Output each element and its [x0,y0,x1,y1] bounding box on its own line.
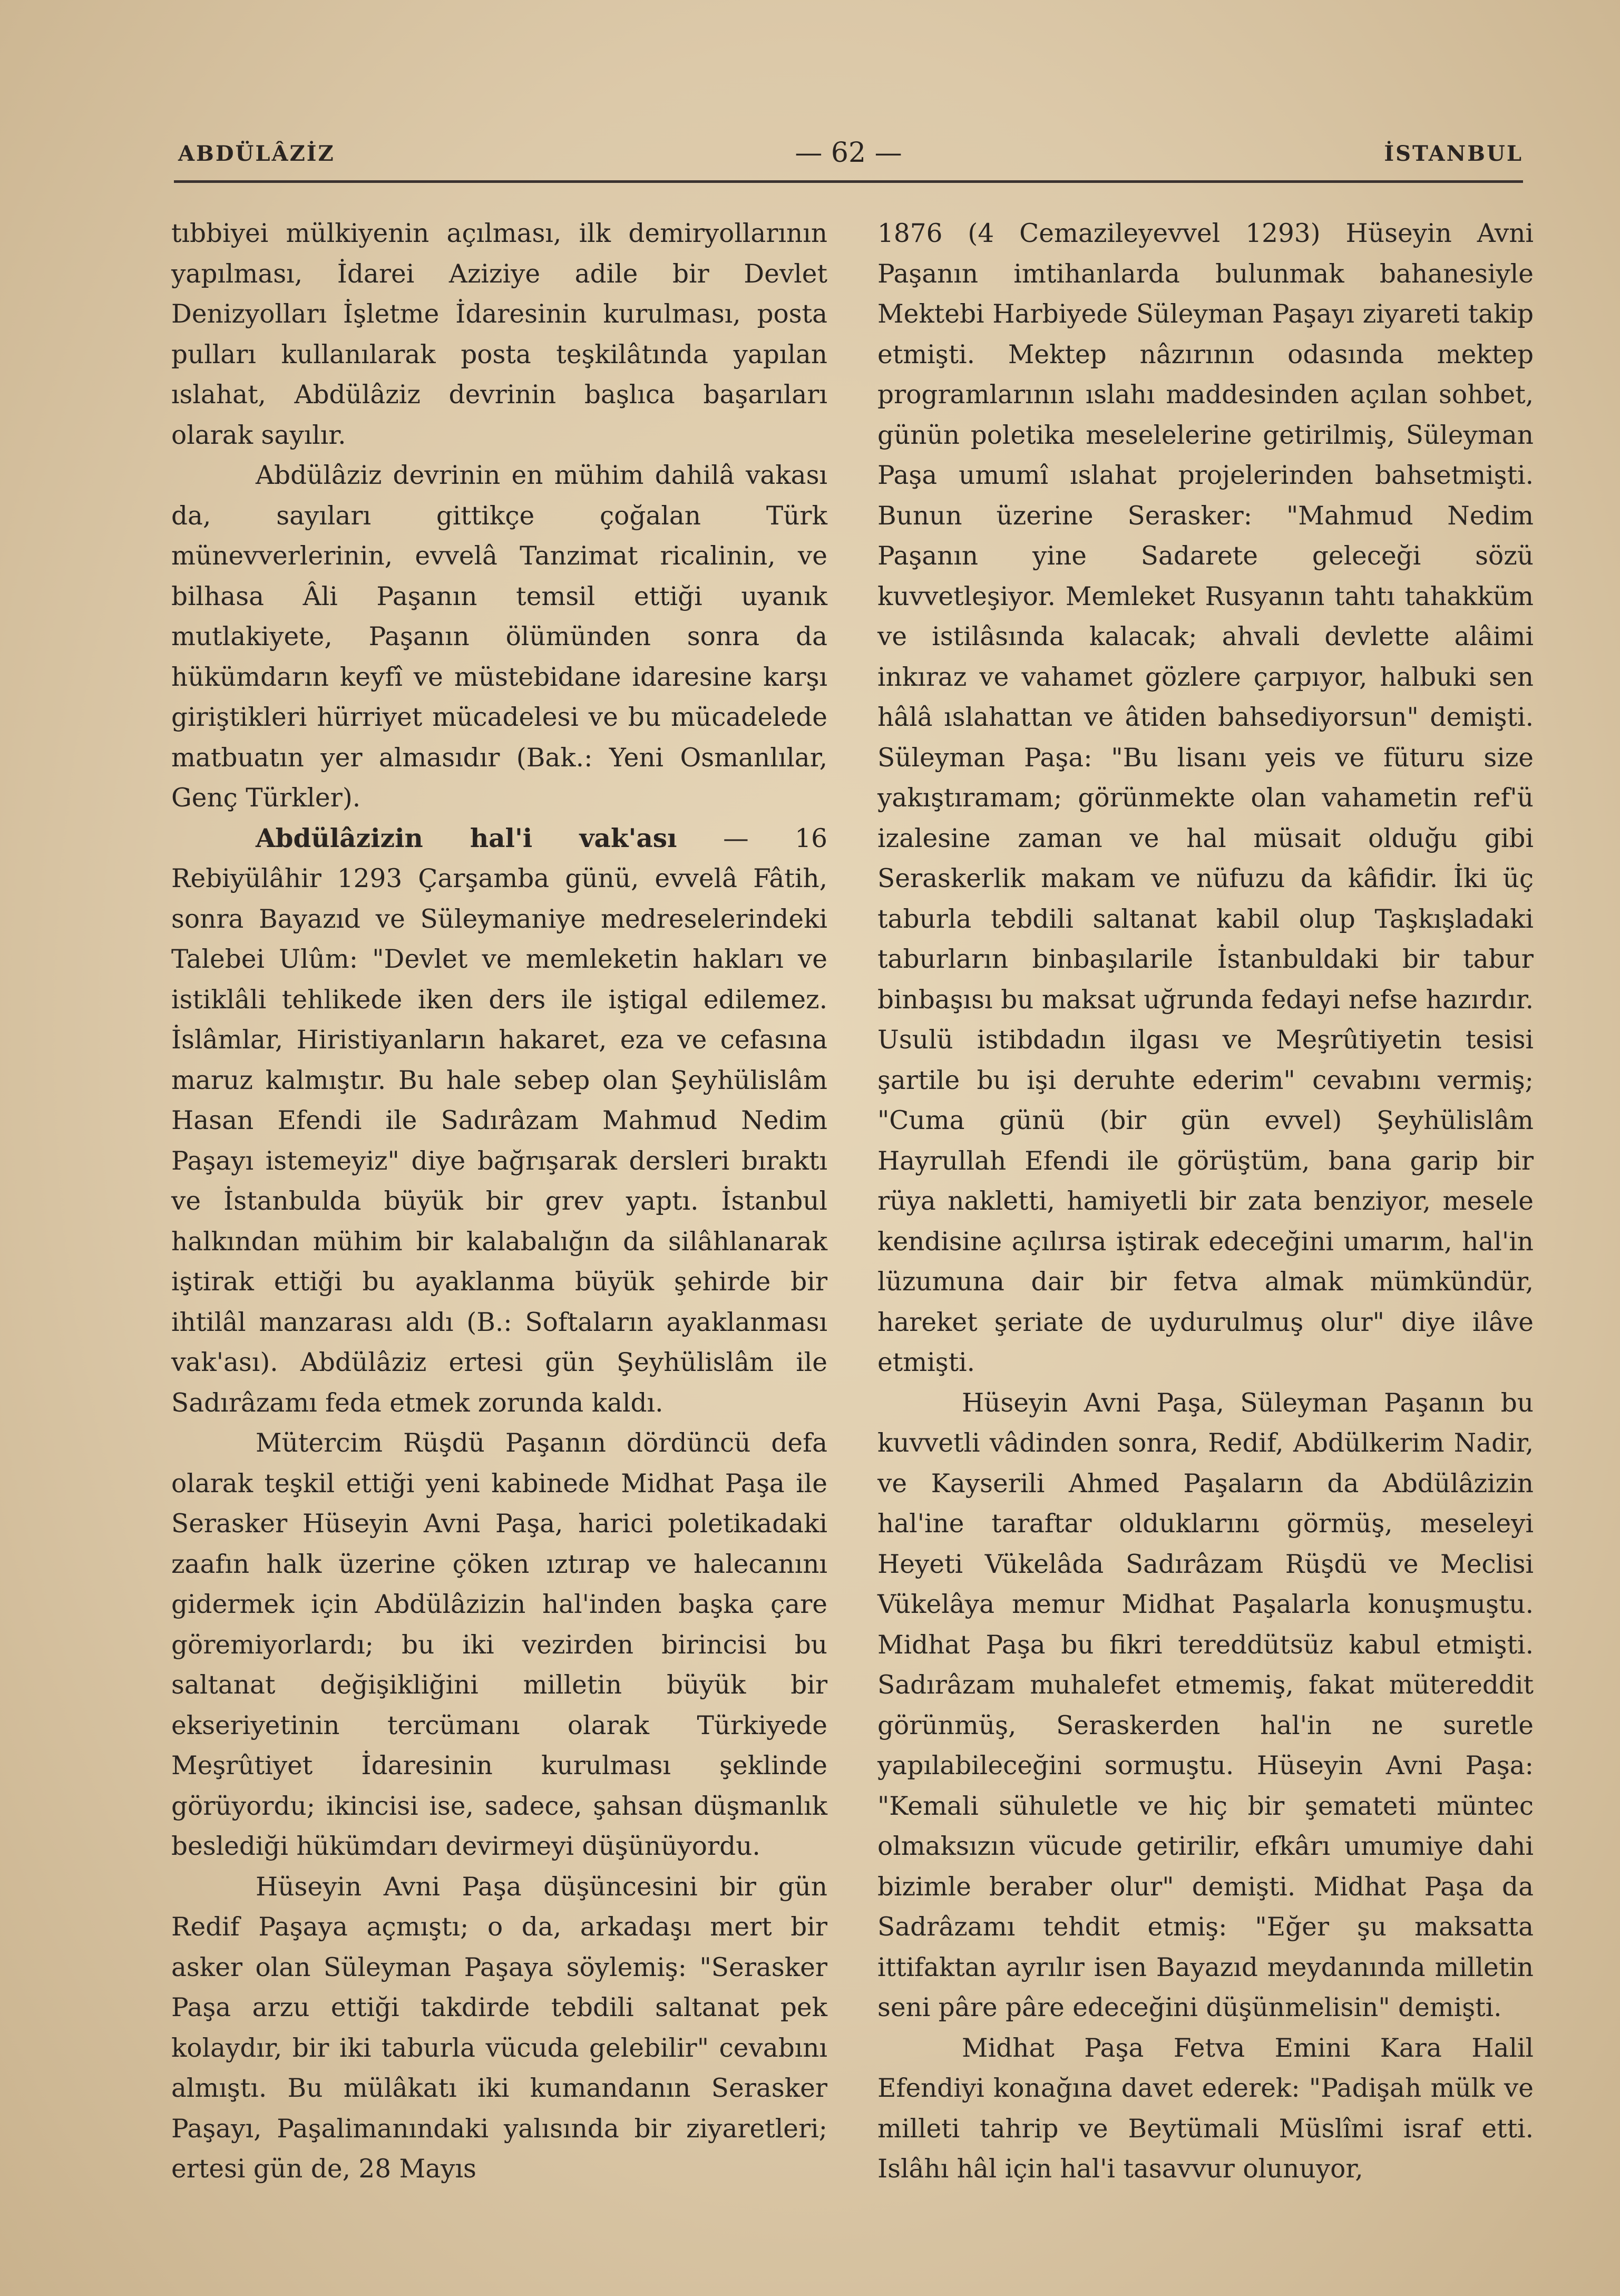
paragraph: tıbbiyei mülkiyenin açılması, ilk demiryollarının yapılması, İdarei Aziziye adile bir Devlet Denizyolları İşletme İdaresinin kurulması, posta pulları kullanılarak posta teşkilâtında yapılan ıslahat, Abdülâziz devrinin başlıca başarıları olarak sayılır. [171,219,827,450]
running-header [174,132,1523,184]
right-column [877,213,1534,2190]
header-title-right: İSTANBUL [1384,141,1523,166]
paragraph: Hüseyin Avni Paşa, Süleyman Paşanın bu kuvvetli vâdinden sonra, Redif, Abdülkerim Nadir, ve Kayserili Ahmed Paşaların da Abdülâzizin hal'ine taraftar olduklarını görmüş, meseleyi Heyeti Vükelâda Sadırâzam Rüşdü ve Meclisi Vükelâya memur Midhat Paşalarla konuşmuştu. Midhat Paşa bu fikri tereddütsüz kabul etmişti. Sadırâzam muhalefet etmemiş, fakat mütereddit görünmüş, Seraskerden hal'in ne suretle yapılabileceğini sormuştu. Hüseyin Avni Paşa: "Kemali sühuletle ve hiç bir şemateti müntec olmaksızın vücude getirilir, efkârı umumiye dahi bizimle beraber olur" demişti. Midhat Paşa da Sadrâzamı tehdit etmiş: "Eğer şu maksatta ittifaktan ayrılır isen Bayazıd meydanında milletin seni pâre pâre edeceğini düşünmelisin" demişti. [877,1388,1534,2022]
paragraph: Midhat Paşa Fetva Emini Kara Halil Efendiyi konağına davet ederek: "Padişah mülk ve milleti tahrip ve Beytümali Müslîmi israf etti. Islâhı hâl için hal'i tasavvur olunuyor, [877,2033,1534,2184]
header-rule [174,180,1523,183]
section-lead: Abdülâzizin hal'i vak'ası [256,823,677,853]
paragraph: Mütercim Rüşdü Paşanın dördüncü defa olarak teşkil ettiği yeni kabinede Midhat Paşa ile Serasker Hüseyin Avni Paşa, harici poletikadaki zaafın halk üzerine çöken ıztırap ve halecanını gidermek için Abdülâzizin hal'inden başka çare göremiyorlardı; bu iki vezirden birincisi bu saltanat değişikliğini milletin büyük bir ekseriyetinin tercümanı olarak Türkiyede Meşrûtiyet İdaresinin kurulması şeklinde görüyordu; ikincisi ise, sadece, şahsan düşmanlık beslediği hükümdarı devirmeyi düşünüyordu. [171,1428,827,1861]
header-title-left: ABDÜLÂZİZ [178,141,335,166]
paragraph: 1876 (4 Cemazileyevvel 1293) Hüseyin Avni Paşanın imtihanlarda bulunmak bahanesiyle Mektebi Harbiyede Süleyman Paşayı ziyareti takip etmişti. Mektep nâzırının odasında mektep programlarının ıslahı maddesinden açılan sohbet, günün poletika meselelerine getirilmiş, Süleyman Paşa umumî ıslahat projelerinden bahsetmişti. Bunun üzerine Serasker: "Mahmud Nedim Paşanın yine Sadarete geleceği sözü kuvvetleşiyor. Memleket Rusyanın tahtı tahakküm ve istilâsında kalacak; ahvali devlette alâimi inkıraz ve vahamet gözlere çarpıyor, halbuki sen hâlâ ıslahattan ve âtiden bahsediyorsun" demişti. Süleyman Paşa: "Bu lisanı yeis ve füturu size yakıştıramam; görünmekte olan vahametin ref'ü izalesine zaman ve hal müsait olduğu gibi Seraskerlik makam ve nüfuzu da kâfidir. İki üç taburla tebdili saltanat kabil olup Taşkışladaki taburların binbaşılarile İstanbuldaki bir tabur binbaşısı bu maksat uğrunda fedayi nefse hazırdır. Usulü istibdadın ilgası ve Meşrûtiyetin tesisi şartile bu işi deruhte ederim" cevabını vermiş; "Cuma günü (bir gün evvel) Şeyhülislâm Hayrullah Efendi ile görüştüm, bana garip bir rüya nakletti, hamiyetli bir zata benziyor, mesele kendisine açılırsa iştirak edeceğini umarım, hal'in lüzumuna dair bir fetva almak mümkündür, hareket şeriate de uydurulmuş olur" diye ilâve etmişti. [877,219,1534,1377]
paragraph: Hüseyin Avni Paşa düşüncesini bir gün Redif Paşaya açmıştı; o da, arkadaşı mert bir asker olan Süleyman Paşaya söylemiş: "Serasker Paşa arzu ettiği takdirde tebdili saltanat pek kolaydır, bir iki taburla vücuda gelebilir" cevabını almıştı. Bu mülâkatı iki kumandanın Serasker Paşayı, Paşalimanındaki yalısında bir ziyaretleri; ertesi gün de, 28 Mayıs [171,1872,827,2184]
left-column [171,213,827,2190]
page-number: — 62 — [795,137,902,169]
paragraph-text: — 16 Rebiyülâhir 1293 Çarşamba günü, evvelâ Fâtih, sonra Bayazıd ve Süleymaniye medreselerindeki Talebei Ulûm: "Devlet ve memleketin hakları ve istiklâli tehlikede iken ders ile iştigal edilemez. İslâmlar, Hiristiyanların hakaret, eza ve cefasına maruz kalmıştır. Bu hale sebep olan Şeyhülislâm Hasan Efendi ile Sadırâzam Mahmud Nedim Paşayı istemeyiz" diye bağrışarak dersleri bıraktı ve İstanbulda büyük bir grev yaptı. İstanbul halkından mühim bir kalabalığın da silâhlanarak iştirak ettiği bu ayaklanma büyük şehirde bir ihtilâl manzarası aldı (B.: Softaların ayaklanması vak'ası). Abdülâziz ertesi gün Şeyhülislâm ile Sadırâzamı feda etmek zorunda kaldı. [171,823,827,1418]
paragraph [171,819,827,1424]
paragraph: Abdülâziz devrinin en mühim dahilâ vakası da, sayıları gittikçe çoğalan Türk münevverlerinin, evvelâ Tanzimat ricalinin, ve bilhasa Âli Paşanın temsil ettiği uyanık mutlakiyete, Paşanın ölümünden sonra da hükümdarın keyfî ve müstebidane idaresine karşı giriştikleri hürriyet mücadelesi ve bu mücadelede matbuatın yer almasıdır (Bak.: Yeni Osmanlılar, Genç Türkler). [171,461,827,813]
text-columns [158,213,1534,2227]
